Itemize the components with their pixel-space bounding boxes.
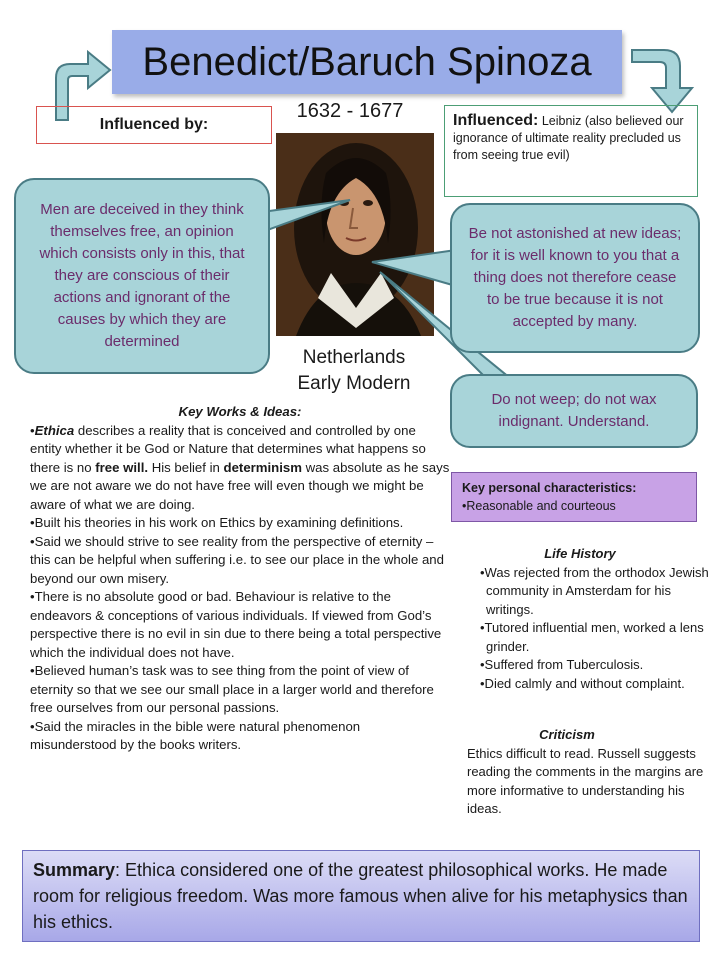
key-works-heading: Key Works & Ideas: [178,404,302,419]
place: Netherlands [302,347,406,368]
personal-characteristics-box [451,472,697,522]
era: Early Modern [297,373,411,394]
key-works-item: •Said we should strive to see reality from the perspective of eternity – this can be helpful when suffering i.e. to see our place in the whole and beyond our own misery. [30,533,444,586]
key-works-item: •Ethica describes a reality that is conceived and controlled by one entity whether it be God or Nature that determines what happens so there is no free will. His belief in determinism was absolute as he says we are not aware we do not have free will even though we might be aware of what we are doing. [30,422,450,512]
influenced-label: Influenced: [453,112,539,129]
life-history-heading: Life History [544,546,616,561]
trait-item: •Reasonable and courteous [462,499,616,513]
life-dates: 1632 - 1677 [296,100,404,122]
summary-label: Summary [33,860,116,880]
key-works-text: describes a reality that is conceived and controlled by one entity whether it be God or Nature that determines what happens so there is no [30,422,426,475]
determinism-term: determinism [223,459,302,475]
life-history-section [470,545,710,693]
criticism-heading: Criticism [539,727,595,742]
key-works-text: His belief in [148,459,224,475]
key-works-item: •Believed human’s task was to see thing from the point of view of eternity so that we see our small place in a larger world and therefore free ourselves from our personal passions. [30,663,434,715]
life-history-item: •Suffered from Tuberculosis. [480,657,644,672]
influenced-by-box: Influenced by: [36,106,272,144]
quote-bubble-2: Be not astonished at new ideas; for it is well known to you that a thing does not therefore cease to be true because it is not accepted by many. [450,203,700,353]
key-works-text: was absolute as he says we are not aware we do not have free will even though we might be aware of what we are doing. [30,459,450,512]
quote-bubble-1: Men are deceived in they think themselves free, an opinion which consists only in this, that they are conscious of their actions and ignorant of the causes by which they are determined [14,178,270,374]
summary-text: : Ethica considered one of the greatest philosophical works. He made room for religious freedom. Was more famous when alive for his metaphysics than his ethics. [33,860,688,932]
key-works-section [30,403,450,755]
life-history-item: •Was rejected from the orthodox Jewish community in Amsterdam for his writings. [480,564,709,617]
influenced-text: Leibniz (also believed our ignorance of ultimate reality precluded us from seeing true evil) [453,114,684,162]
criticism-section [467,726,707,819]
criticism-text: Ethics difficult to read. Russell suggests reading the comments in the margins are more informative to understanding his ideas. [467,745,704,816]
life-history-item: •Died calmly and without complaint. [480,675,685,691]
traits-heading: Key personal characteristics: [462,481,637,495]
quote-bubble-3: Do not weep; do not wax indignant. Understand. [450,374,698,448]
life-history-item: •Tutored influential men, worked a lens grinder. [480,620,704,654]
page-title: Benedict/Baruch Spinoza [112,30,622,94]
summary-box [22,850,700,942]
key-works-item: •Built his theories in his work on Ethics by examining definitions. [30,515,404,530]
ethica-title: Ethica [34,422,75,438]
key-works-item: •There is no absolute good or bad. Behaviour is relative to the endeavors & conceptions of various individuals. If viewed from God’s perspective there is no evil in sin due to there being a total perspective which the individual does not have. [30,589,442,660]
free-will-term: free will. [95,459,149,475]
key-works-item: •Said the miracles in the bible were natural phenomenon misunderstood by the books writers. [30,718,361,752]
